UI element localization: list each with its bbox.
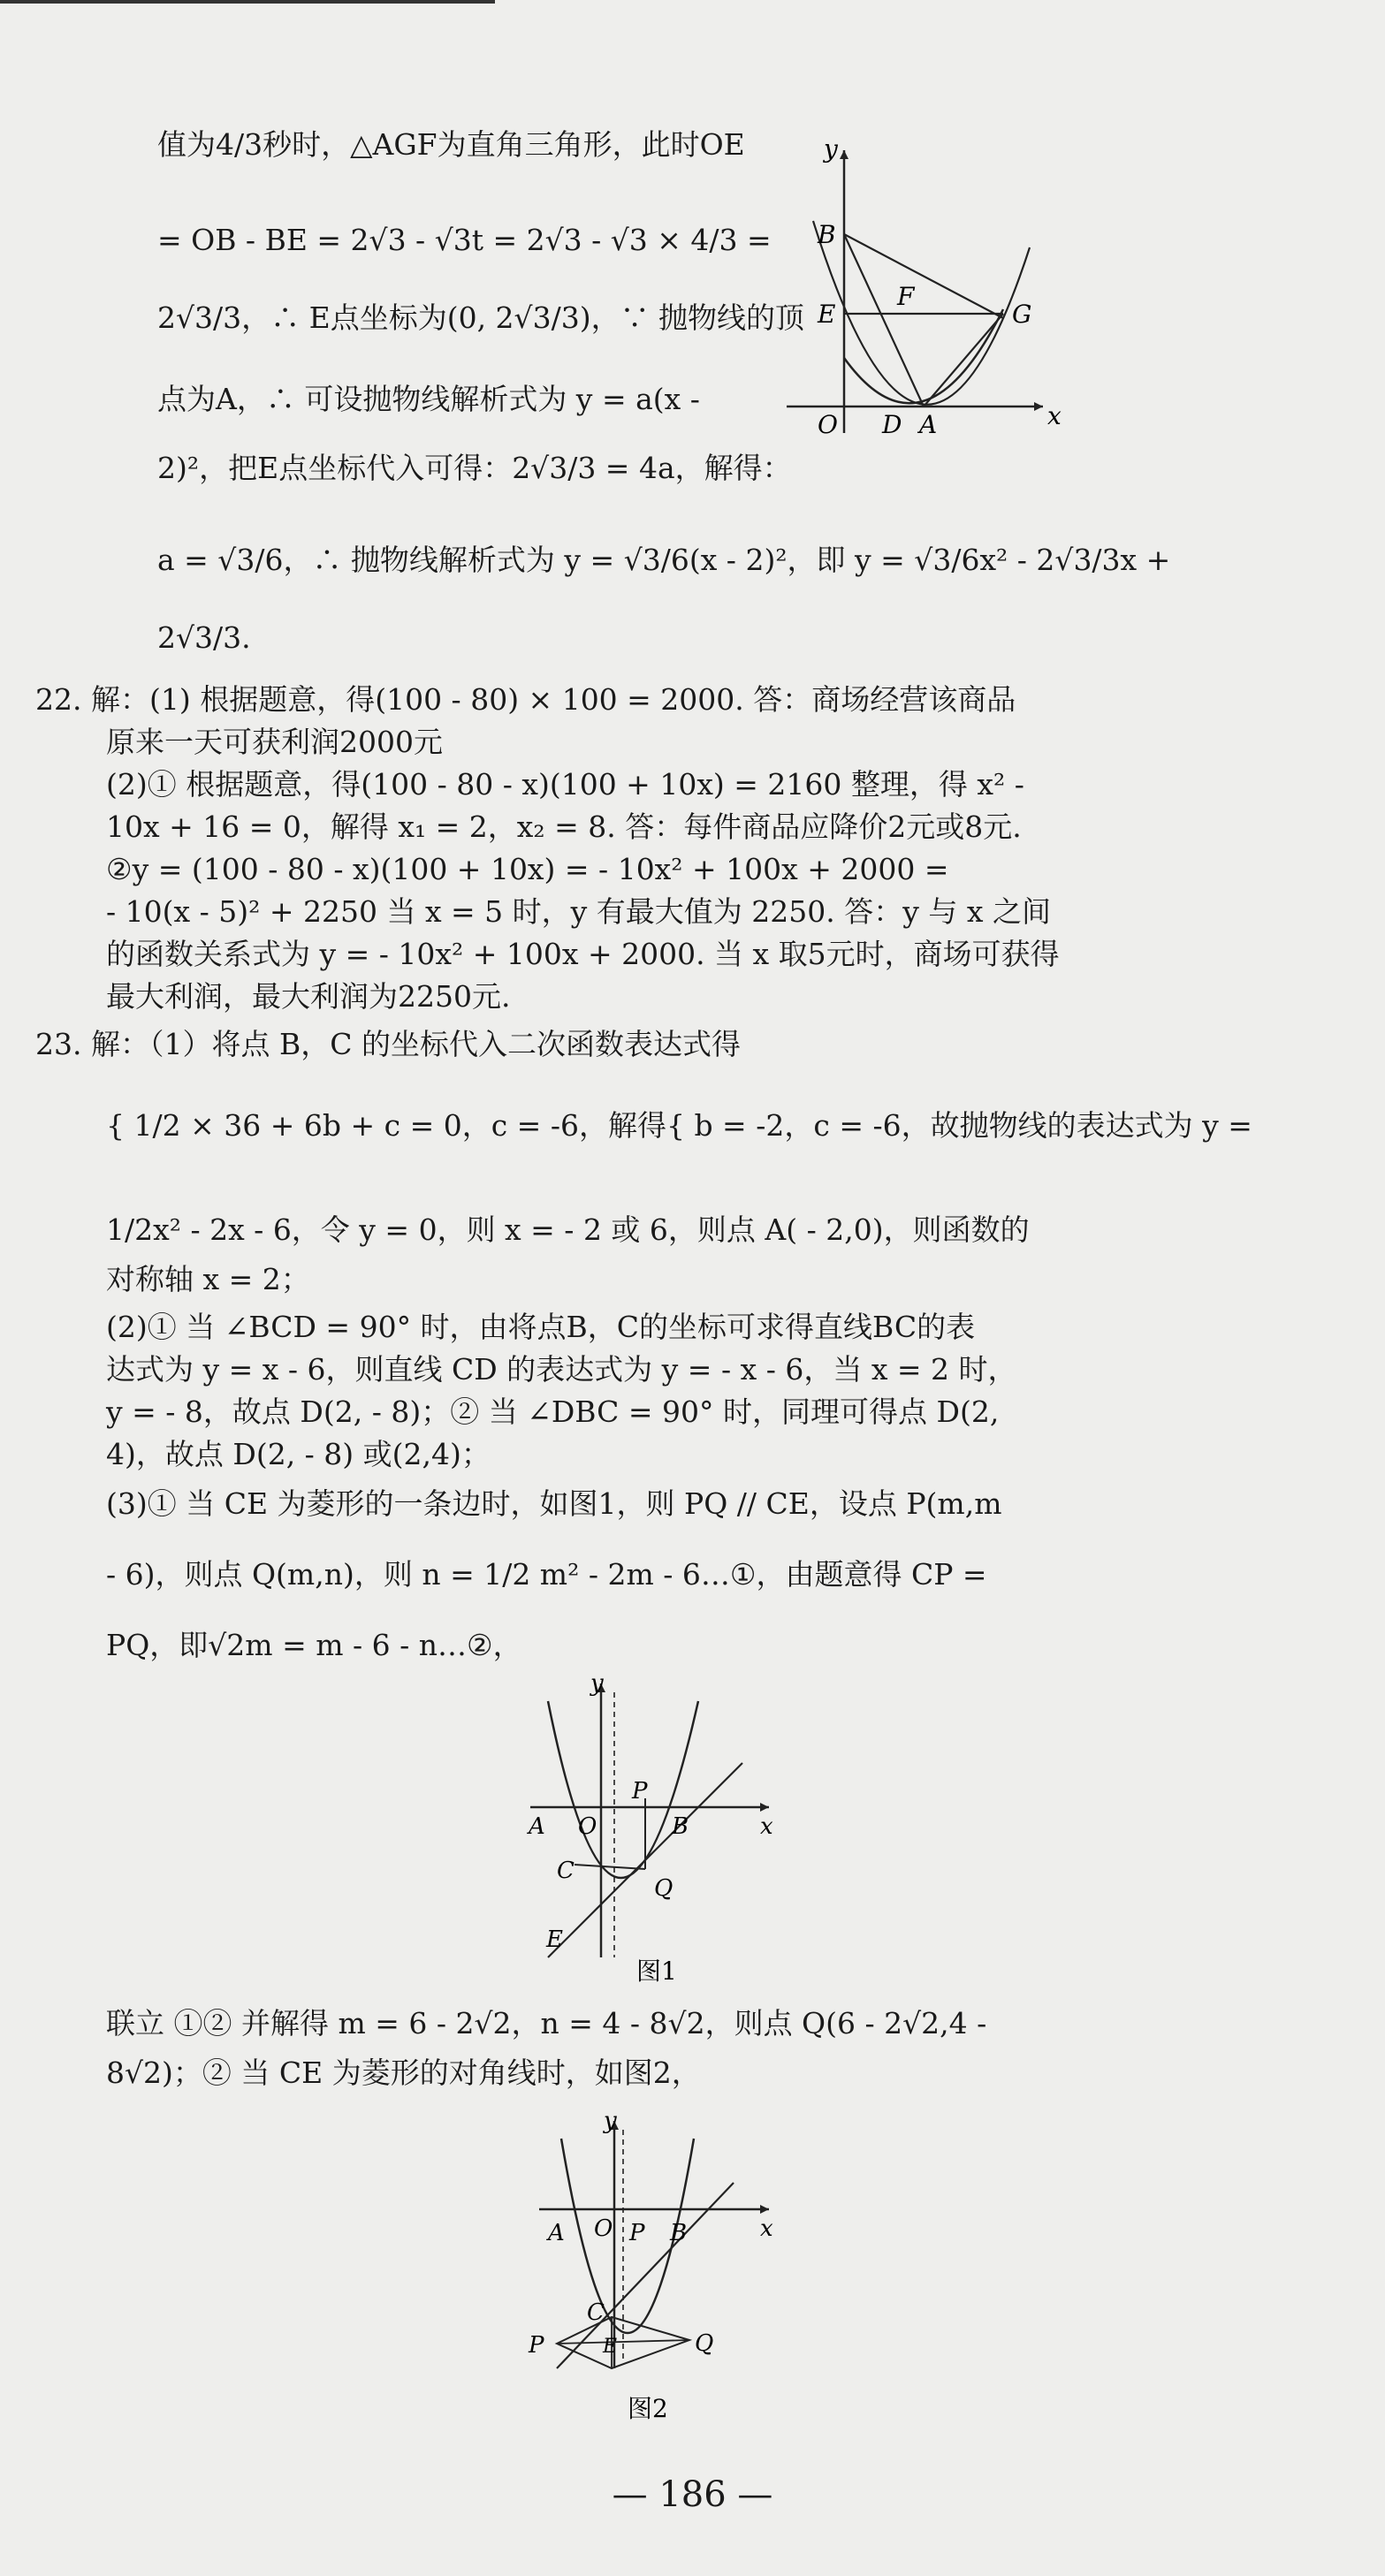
page-number: — 186 —: [612, 2474, 773, 2515]
text-line: 2√3/3.: [157, 620, 251, 655]
point-label-p-lower: P: [529, 2332, 544, 2359]
point-label-a: A: [548, 2220, 565, 2246]
point-label-q: Q: [654, 1875, 673, 1902]
point-label-q: Q: [695, 2330, 714, 2357]
text-line: - 10(x - 5)² + 2250 当 x = 5 时，y 有最大值为 2250. 答：y 与 x 之间: [106, 894, 1051, 929]
point-label-o: O: [578, 1813, 597, 1840]
point-label-o: O: [594, 2215, 613, 2242]
text-line: { 1/2 × 36 + 6b + c = 0，c = -6，解得{ b = -2，c = -6，故抛物线的表达式为 y =: [106, 1108, 1252, 1143]
point-label-e: E: [546, 1926, 563, 1953]
point-label-c: C: [557, 1858, 575, 1884]
text-line: 1/2x² - 2x - 6，令 y = 0，则 x = - 2 或 6，则点 A( - 2,0)，则函数的: [106, 1212, 1030, 1247]
text-line: 2√3/3，∴ E点坐标为(0, 2√3/3)，∵ 抛物线的顶: [157, 300, 805, 335]
axis-label-y: y: [604, 2108, 617, 2134]
figure-caption: 图1: [636, 1957, 677, 1986]
text-line: 点为A，∴ 可设抛物线解析式为 y = a(x -: [157, 382, 700, 416]
point-label-p: P: [632, 1778, 648, 1805]
text-line: 10x + 16 = 0，解得 x₁ = 2，x₂ = 8. 答：每件商品应降价2元或8元.: [106, 809, 1022, 844]
top-rule: [0, 0, 495, 4]
text-line: 4)，故点 D(2, - 8) 或(2,4)；: [106, 1437, 491, 1471]
axis-label-y: y: [824, 134, 838, 163]
text-line: 对称轴 x = 2；: [106, 1262, 310, 1296]
point-label-a: A: [919, 410, 938, 439]
figure-1: [521, 1666, 787, 1996]
axis-label-x: x: [1047, 401, 1062, 430]
point-label-b: B: [670, 2220, 688, 2246]
text-line: PQ，即√2m = m - 6 - n…②，: [106, 1628, 522, 1662]
text-line: 联立 ①② 并解得 m = 6 - 2√2，n = 4 - 8√2，则点 Q(6 - 2√2,4 -: [106, 2006, 987, 2040]
axis-label-y: y: [590, 1670, 604, 1697]
point-label-g: G: [1012, 300, 1032, 329]
text-line: y = - 8，故点 D(2, - 8)；② 当 ∠DBC = 90° 时，同理可得点 D(2,: [106, 1394, 1000, 1429]
axis-label-x: x: [760, 2215, 773, 2242]
point-label-c: C: [587, 2299, 605, 2326]
text-line: 达式为 y = x - 6，则直线 CD 的表达式为 y = - x - 6，当 x = 2 时，: [106, 1352, 1017, 1387]
point-label-e: E: [818, 300, 836, 329]
text-line: 22. 解：(1) 根据题意，得(100 - 80) × 100 = 2000. 答：商场经营该商品: [35, 682, 1016, 717]
point-label-e: E: [603, 2336, 618, 2358]
text-line: 23. 解：（1）将点 B，C 的坐标代入二次函数表达式得: [35, 1027, 741, 1061]
text-line: 原来一天可获利润2000元: [106, 725, 443, 759]
figure-2: [513, 2103, 778, 2443]
parabola-figure-top: [778, 133, 1069, 454]
figure-caption: 图2: [628, 2394, 668, 2423]
text-line: (2)① 根据题意，得(100 - 80 - x)(100 + 10x) = 2160 整理，得 x² -: [106, 767, 1024, 802]
text-line: = OB - BE = 2√3 - √3t = 2√3 - √3 × 4/3 =: [157, 223, 772, 257]
text-line: a = √3/6，∴ 抛物线解析式为 y = √3/6(x - 2)²，即 y = √3/6x² - 2√3/3x +: [157, 543, 1171, 577]
point-label-o: O: [818, 410, 838, 439]
text-line: (2)① 当 ∠BCD = 90° 时，由将点B，C的坐标可求得直线BC的表: [106, 1310, 976, 1344]
text-line: 8√2)；② 当 CE 为菱形的对角线时，如图2，: [106, 2055, 701, 2090]
text-line: 2)²，把E点坐标代入可得：2√3/3 = 4a，解得：: [157, 451, 792, 485]
text-line: 最大利润，最大利润为2250元.: [106, 979, 511, 1014]
text-line: ②y = (100 - 80 - x)(100 + 10x) = - 10x² + 100x + 2000 =: [106, 852, 949, 886]
text-line: 的函数关系式为 y = - 10x² + 100x + 2000. 当 x 取5元时，商场可获得: [106, 937, 1060, 971]
axis-label-x: x: [760, 1813, 773, 1840]
point-label-b: B: [818, 220, 836, 249]
point-label-d: D: [882, 410, 902, 439]
point-label-p: P: [629, 2220, 645, 2246]
point-label-b: B: [672, 1813, 689, 1840]
point-label-f: F: [897, 282, 915, 311]
point-label-a: A: [529, 1813, 545, 1840]
text-line: - 6)，则点 Q(m,n)，则 n = 1/2 m² - 2m - 6…①，由题意得 CP =: [106, 1557, 987, 1592]
text-line: 值为4/3秒时，△AGF为直角三角形，此时OE: [157, 127, 745, 162]
text-line: (3)① 当 CE 为菱形的一条边时，如图1，则 PQ // CE，设点 P(m,m: [106, 1486, 1002, 1521]
